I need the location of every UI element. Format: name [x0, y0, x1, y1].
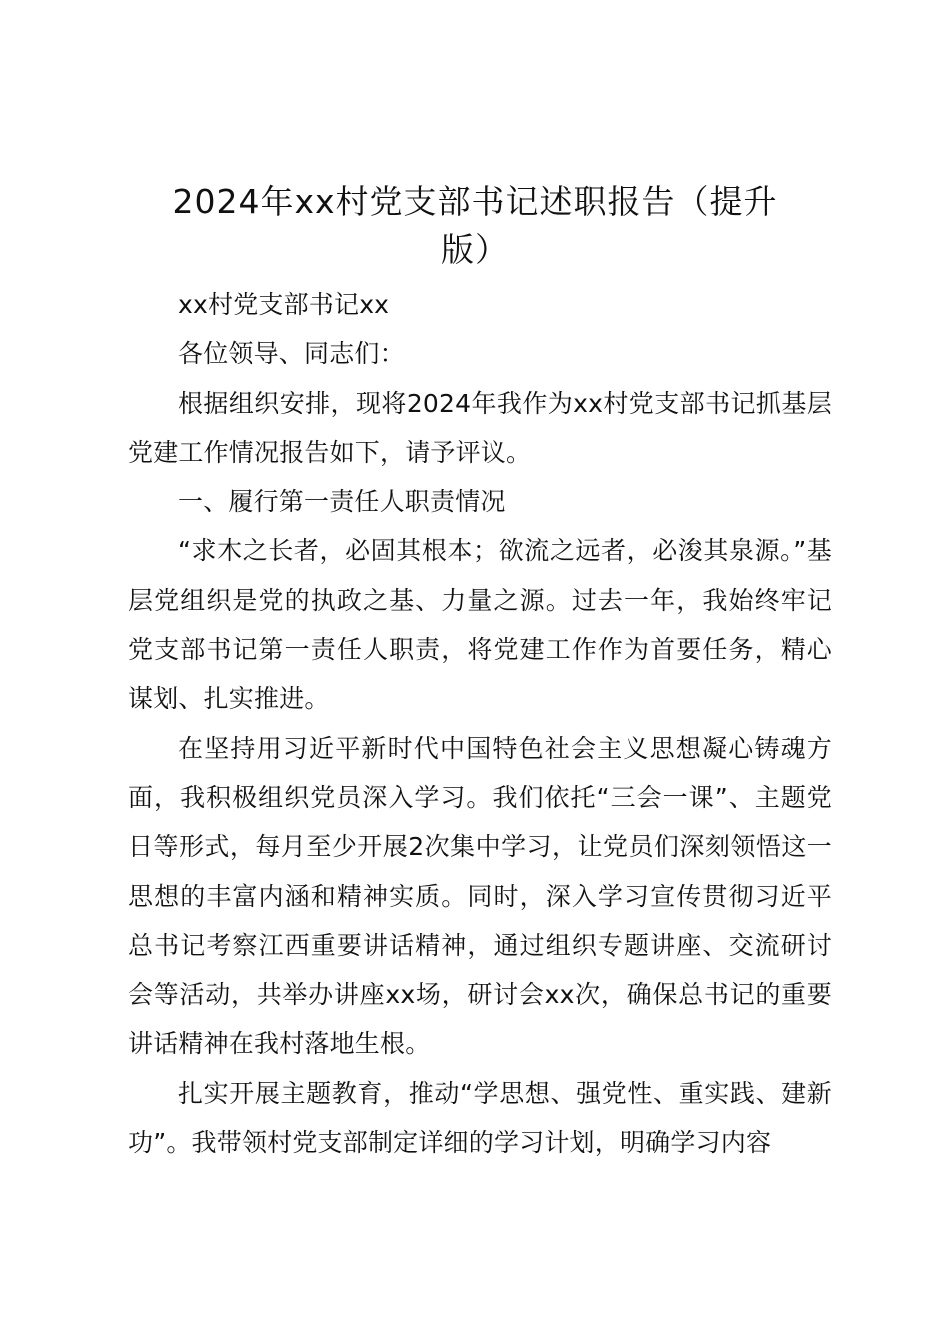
- paragraph-education: 扎实开展主题教育，推动“学思想、强党性、重实践、建新功”。我带领村党支部制定详细的学习计划，明确学习内容: [128, 1078, 832, 1158]
- document-title: 2024年xx村党支部书记述职报告（提升版）: [172, 182, 778, 269]
- paragraph-intro: 根据组织安排，现将2024年我作为xx村党支部书记抓基层党建工作情况报告如下，请予评议。: [128, 388, 832, 467]
- document-body: [128, 280, 832, 1167]
- section-heading-1: 一、履行第一责任人职责情况: [178, 487, 506, 517]
- paragraph-study: 在坚持用习近平新时代中国特色社会主义思想凝心铸魂方面，我积极组织党员深入学习。我们依托“三会一课”、主题党日等形式，每月至少开展2次集中学习，让党员们深刻领悟这一思想的丰富内涵和精神实质。同时，深入学习宣传贯彻习近平总书记考察江西重要讲话精神，通过组织专题讲座、交流研讨会等活动，共举办讲座xx场，研讨会xx次，确保总书记的重要讲话精神在我村落地生根。: [128, 733, 832, 1059]
- author-line: xx村党支部书记xx: [178, 290, 390, 319]
- paragraph-quote: “求木之长者，必固其根本；欲流之远者，必浚其泉源。”基层党组织是党的执政之基、力量之源。过去一年，我始终牢记党支部书记第一责任人职责，将党建工作作为首要任务，精心谋划、扎实推进。: [128, 536, 832, 714]
- salutation: 各位领导、同志们：: [178, 339, 405, 369]
